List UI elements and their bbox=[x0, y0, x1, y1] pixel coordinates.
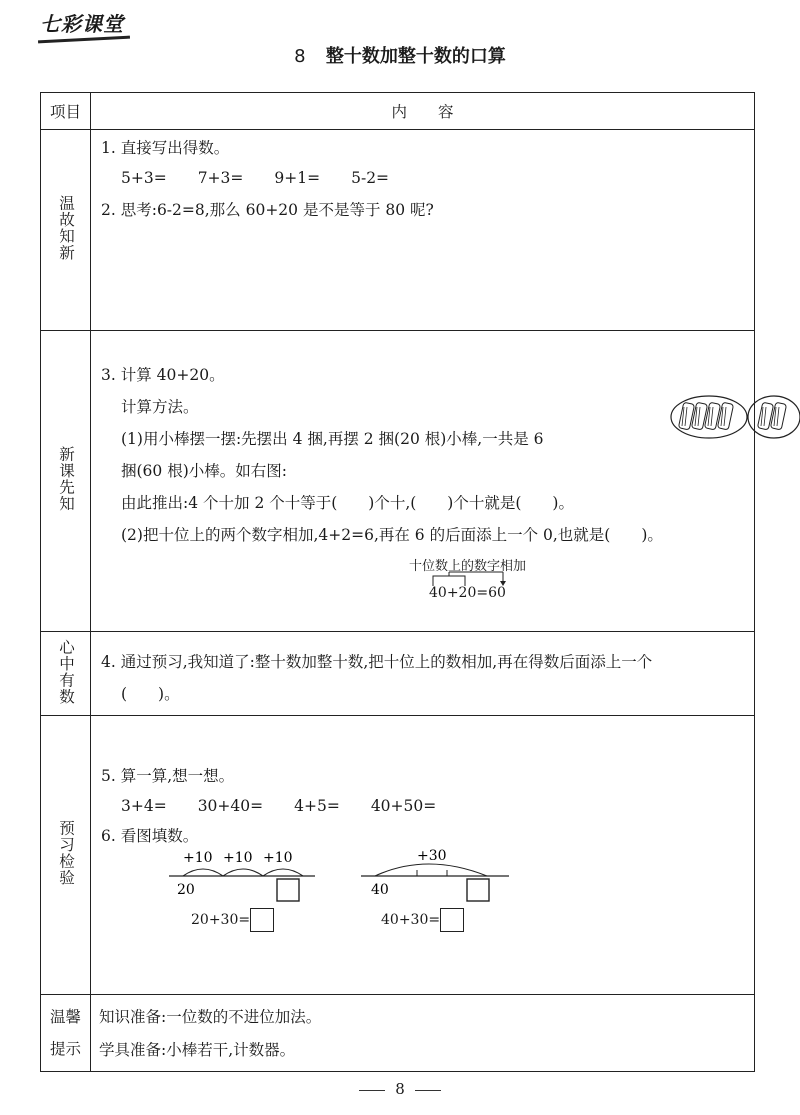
answer-box[interactable] bbox=[440, 908, 464, 932]
lesson-number: 8 bbox=[294, 46, 306, 67]
number-line-figure-2 bbox=[357, 848, 517, 904]
lesson-title: 整十数加整十数的口算 bbox=[325, 46, 506, 67]
number-line-figure-1 bbox=[163, 848, 323, 904]
text-line: (1)用小棒摆一摆:先摆出 4 捆,再摆 2 捆(20 根)小棒,一共是 6 bbox=[121, 430, 544, 448]
jump-label: +10 bbox=[223, 850, 253, 866]
equation-1: 20+30= bbox=[191, 908, 274, 932]
text-line: 学具准备:小棒若干,计数器。 bbox=[99, 1041, 296, 1059]
header-item: 项目 bbox=[41, 93, 91, 130]
text-line: 4. 通过预习,我知道了:整十数加整十数,把十位上的数相加,再在得数后面添上一个 bbox=[101, 653, 653, 671]
section-practice bbox=[91, 716, 755, 995]
text-line: 捆(60 根)小棒。如右图: bbox=[121, 462, 287, 480]
header-content: 内 容 bbox=[91, 93, 755, 130]
start-label: 40 bbox=[371, 882, 389, 898]
text-line: ( )。 bbox=[121, 685, 180, 703]
text-line: 由此推出:4 个十加 2 个十等于( )个十,( )个十就是( )。 bbox=[121, 494, 574, 512]
text-line: 3+4= 30+40= 4+5= 40+50= bbox=[121, 797, 437, 815]
section-label-new-lesson: 新课先知 bbox=[41, 331, 91, 632]
diagram-caption: 十位数上的数字相加 bbox=[409, 559, 527, 574]
section-label-tips: 温馨 提示 bbox=[41, 995, 91, 1072]
text-line: 计算方法。 bbox=[121, 398, 199, 416]
stick-bundles-illustration bbox=[669, 393, 800, 441]
section-label-review: 温故知新 bbox=[41, 130, 91, 331]
section-new-lesson bbox=[91, 331, 755, 632]
text-line: 1. 直接写出得数。 bbox=[101, 139, 230, 157]
page-title bbox=[0, 42, 800, 68]
section-review bbox=[91, 130, 755, 331]
jump-label: +30 bbox=[417, 848, 447, 864]
text-line: 6. 看图填数。 bbox=[101, 827, 199, 845]
section-label-practice: 预习检验 bbox=[41, 716, 91, 995]
text-line: 5+3= 7+3= 9+1= 5-2= bbox=[121, 169, 390, 187]
text-line: 2. 思考:6-2=8,那么 60+20 是不是等于 80 呢? bbox=[101, 201, 434, 219]
section-tips bbox=[91, 995, 755, 1072]
text-line: 5. 算一算,想一想。 bbox=[101, 767, 235, 785]
start-label: 20 bbox=[177, 882, 195, 898]
page-number: 8 bbox=[395, 1080, 405, 1098]
lesson-table bbox=[40, 92, 755, 1072]
equation-2: 40+30= bbox=[381, 908, 464, 932]
logo: 七彩课堂 bbox=[40, 12, 124, 36]
text-line: (2)把十位上的两个数字相加,4+2=6,再在 6 的后面添上一个 0,也就是( )。 bbox=[121, 526, 663, 544]
section-label-summary: 心中有数 bbox=[41, 632, 91, 716]
jump-label: +10 bbox=[263, 850, 293, 866]
page-footer bbox=[0, 1080, 800, 1098]
jump-label: +10 bbox=[183, 850, 213, 866]
text-line: 知识准备:一位数的不进位加法。 bbox=[99, 1008, 322, 1026]
section-summary bbox=[91, 632, 755, 716]
answer-box[interactable] bbox=[250, 908, 274, 932]
text-line: 3. 计算 40+20。 bbox=[101, 366, 225, 384]
diagram-equation: 40+20=60 bbox=[429, 585, 506, 601]
